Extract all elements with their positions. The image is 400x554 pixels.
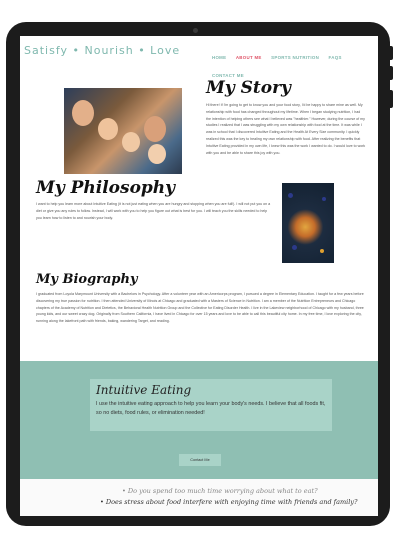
nav-home[interactable]: HOME [212,55,227,60]
main-navigation [212,46,374,82]
power-button [389,90,393,108]
intuitive-eating-text: I use the intuitive eating approach to help you learn your body's needs. I believe that all foods fit, so no diets, food rules, or elimination needed! [96,401,326,416]
intuitive-eating-card [90,379,332,431]
nav-faqs[interactable]: FAQS [328,55,342,60]
webpage-screen [20,36,378,516]
biography-heading: My Biography [36,272,138,287]
biography-paragraph: I graduated from Loyola Marymount University with a Bachelors in Psychology. After a volunteer year with an Americorps program, I pursued a degree in Elementary Education. I taught for a few years before discovering my true passion for nutrition. I then attended University of Illinois at Chicago and graduated with a Masters of Science in Nutrition. I am a member of the Nutrition Entrepreneurs and Chicago chapters of the Academy of Nutrition and Dietetics, the Behavioral Health Nutrition Group and the Collective for Eating Disorder Health. I live in the Lakeview neighborhood of Chicago with my husband, three young kids, and our sweet crazy dog. Originally from Southern California, I have lived in Chicago for over 15 years and love to be able to call this beautiful city home. In my free time, I love exploring the city, running along the lakefront path with friends, baking, wandering Target, and reading. [36,292,364,324]
contact-me-button[interactable]: Contact Me [179,454,221,466]
question-item: • Do you spend too much time worrying about what to eat? [122,487,318,495]
nav-about-me[interactable]: ABOUT ME [235,55,262,60]
philosophy-heading: My Philosophy [36,178,176,198]
food-bowl-photo [282,183,334,263]
camera-icon [193,28,198,33]
story-heading: My Story [206,78,291,98]
nav-contact-me[interactable]: CONTACT ME [212,73,244,78]
volume-button [389,46,393,60]
philosophy-paragraph: I want to help you learn more about Intuitive Eating (it is not just eating when you are hungry and stopping when you are full!). I will not put you on a diet or give you any rules to follow. Instead, I will work with you to help you figure out what is best for you. I will teach you the skills needed to help you learn how to listen to and nourish your body. [36,202,271,220]
site-logo[interactable]: Satisfy • Nourish • Love [24,44,181,57]
question-item: • Does stress about food interfere with enjoying time with friends and family? [100,498,358,506]
intuitive-eating-heading: Intuitive Eating [96,383,192,397]
story-paragraph: Hi there! If I'm going to get to know you and your food story, I'd be happy to share mine as well. My relationship with food has changed throughout my lifetime. When I began studying nutrition, I had the intention of helping others see what I believed was "healthier." However, during the course of my studies I realized that I was struggling with my own relationship with food at the time. It was while I was in school that I discovered Intuitive Eating and the Health At Every Size community. I quickly realized this was the key to healing my own relationship with food. After realizing the benefits that Intuitive Eating provided in my own life, I knew this was the work I wanted to do. I would love to work with you and be able to share this joy with you. [206,103,366,155]
family-photo [64,88,182,174]
nav-sports-nutrition[interactable]: SPORTS NUTRITION [271,55,320,60]
volume-button [389,66,393,80]
